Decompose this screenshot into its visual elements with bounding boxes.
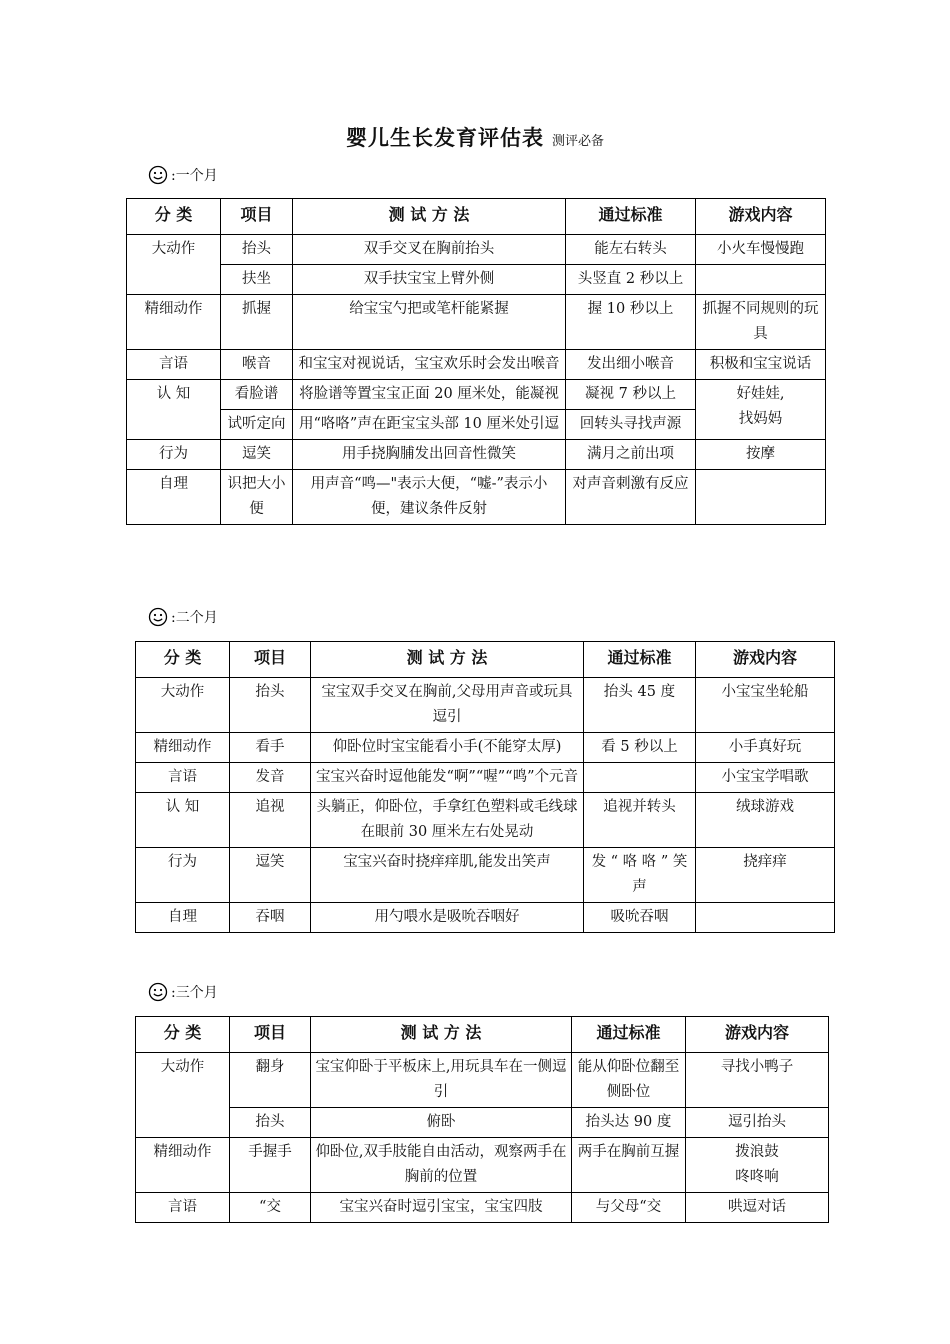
game-cell: 抓握不同规则的玩具 bbox=[696, 295, 826, 350]
standard-cell: 两手在胸前互握 bbox=[572, 1138, 686, 1193]
method-cell: 仰卧位时宝宝能看小手(不能穿太厚) bbox=[311, 733, 584, 763]
table-row bbox=[136, 1053, 829, 1108]
document-subtitle: 测评必备 bbox=[551, 134, 604, 149]
standard-cell: 抬头 45 度 bbox=[584, 678, 696, 733]
document-header bbox=[0, 122, 950, 152]
standard-cell: 能从仰卧位翻至侧卧位 bbox=[572, 1053, 686, 1108]
game-cell: 积极和宝宝说话 bbox=[696, 350, 826, 380]
column-header: 游戏内容 bbox=[686, 1017, 829, 1053]
standard-cell: 头竖直 2 秒以上 bbox=[566, 265, 696, 295]
standard-cell: 发出细小喉音 bbox=[566, 350, 696, 380]
game-cell: 好娃娃, 找妈妈 bbox=[696, 380, 826, 440]
item-cell: 抬头 bbox=[230, 678, 311, 733]
method-cell: 头躺正，仰卧位，手拿红色塑料或毛线球在眼前 30 厘米左右处晃动 bbox=[311, 793, 584, 848]
column-header: 测 试 方 法 bbox=[311, 1017, 572, 1053]
method-cell: 用“咯咯”声在距宝宝头部 10 厘米处引逗 bbox=[293, 410, 566, 440]
table-row bbox=[136, 1108, 829, 1138]
item-cell: 逗笑 bbox=[221, 440, 293, 470]
smiley-icon bbox=[148, 982, 168, 1002]
method-cell: 给宝宝勺把或笔杆能紧握 bbox=[293, 295, 566, 350]
item-cell: 识把大小便 bbox=[221, 470, 293, 525]
table-header-row bbox=[136, 642, 835, 678]
item-cell: 手握手 bbox=[230, 1138, 311, 1193]
standard-cell: 抬头达 90 度 bbox=[572, 1108, 686, 1138]
smiley-icon bbox=[148, 165, 168, 185]
standard-cell bbox=[584, 763, 696, 793]
item-cell: 看手 bbox=[230, 733, 311, 763]
category-cell: 言语 bbox=[136, 1193, 230, 1223]
category-cell: 认 知 bbox=[136, 793, 230, 848]
table-row bbox=[136, 793, 835, 848]
column-header: 通过标准 bbox=[566, 199, 696, 235]
column-header: 项目 bbox=[230, 642, 311, 678]
table-row bbox=[127, 440, 826, 470]
game-cell: 小手真好玩 bbox=[696, 733, 835, 763]
item-cell: 发音 bbox=[230, 763, 311, 793]
smiley-icon bbox=[148, 607, 168, 627]
item-cell: 扶坐 bbox=[221, 265, 293, 295]
item-cell: 追视 bbox=[230, 793, 311, 848]
table-row bbox=[136, 678, 835, 733]
game-cell bbox=[696, 903, 835, 933]
table-header-row bbox=[127, 199, 826, 235]
category-cell: 自理 bbox=[136, 903, 230, 933]
standard-cell: 对声音刺激有反应 bbox=[566, 470, 696, 525]
column-header: 测 试 方 法 bbox=[311, 642, 584, 678]
game-cell: 小宝宝学唱歌 bbox=[696, 763, 835, 793]
standard-cell: 发 “ 咯 咯 ” 笑声 bbox=[584, 848, 696, 903]
method-cell: 俯卧 bbox=[311, 1108, 572, 1138]
column-header: 游戏内容 bbox=[696, 642, 835, 678]
column-header: 通过标准 bbox=[572, 1017, 686, 1053]
column-header: 项目 bbox=[221, 199, 293, 235]
column-header: 分 类 bbox=[136, 1017, 230, 1053]
assessment-table-month-1 bbox=[126, 198, 826, 525]
item-cell: 抬头 bbox=[221, 235, 293, 265]
item-cell: 翻身 bbox=[230, 1053, 311, 1108]
standard-cell: 看 5 秒以上 bbox=[584, 733, 696, 763]
method-cell: 宝宝兴奋时挠痒痒肌,能发出笑声 bbox=[311, 848, 584, 903]
game-cell: 小火车慢慢跑 bbox=[696, 235, 826, 265]
game-cell bbox=[696, 470, 826, 525]
table-row bbox=[136, 733, 835, 763]
table-row bbox=[136, 1138, 829, 1193]
category-cell: 精细动作 bbox=[136, 1138, 230, 1193]
standard-cell: 吸吮吞咽 bbox=[584, 903, 696, 933]
category-cell: 大动作 bbox=[127, 235, 221, 295]
method-cell: 和宝宝对视说话，宝宝欢乐时会发出喉音 bbox=[293, 350, 566, 380]
standard-cell: 满月之前出项 bbox=[566, 440, 696, 470]
method-cell: 仰卧位,双手肢能自由活动，观察两手在胸前的位置 bbox=[311, 1138, 572, 1193]
standard-cell: 与父母“交 bbox=[572, 1193, 686, 1223]
section-heading-month-2 bbox=[148, 607, 218, 627]
method-cell: 宝宝兴奋时逗引宝宝，宝宝四肢 bbox=[311, 1193, 572, 1223]
method-cell: 宝宝兴奋时逗他能发“啊”“喔”“鸣”个元音 bbox=[311, 763, 584, 793]
category-cell: 精细动作 bbox=[136, 733, 230, 763]
table-row bbox=[136, 848, 835, 903]
assessment-table-month-2 bbox=[135, 641, 835, 933]
category-cell: 行为 bbox=[136, 848, 230, 903]
game-cell: 拨浪鼓 咚咚响 bbox=[686, 1138, 829, 1193]
method-cell: 将脸谱等置宝宝正面 20 厘米处，能凝视 bbox=[293, 380, 566, 410]
table-row bbox=[136, 763, 835, 793]
item-cell: 吞咽 bbox=[230, 903, 311, 933]
method-cell: 用勺喂水是吸吮吞咽好 bbox=[311, 903, 584, 933]
document-title: 婴儿生长发育评估表 bbox=[345, 125, 544, 150]
column-header: 分 类 bbox=[127, 199, 221, 235]
game-cell: 按摩 bbox=[696, 440, 826, 470]
month-label: :三个月 bbox=[171, 985, 218, 1001]
method-cell: 用声音“鸣—"表示大便，“嘘-”表示小便，建议条件反射 bbox=[293, 470, 566, 525]
column-header: 项目 bbox=[230, 1017, 311, 1053]
method-cell: 双手扶宝宝上臂外侧 bbox=[293, 265, 566, 295]
category-cell: 精细动作 bbox=[127, 295, 221, 350]
game-cell: 逗引抬头 bbox=[686, 1108, 829, 1138]
category-cell: 言语 bbox=[127, 350, 221, 380]
category-cell: 大动作 bbox=[136, 1053, 230, 1138]
table-row bbox=[127, 235, 826, 265]
game-cell: 寻找小鸭子 bbox=[686, 1053, 829, 1108]
standard-cell: 凝视 7 秒以上 bbox=[566, 380, 696, 410]
table-row bbox=[127, 295, 826, 350]
item-cell: 抓握 bbox=[221, 295, 293, 350]
standard-cell: 追视并转头 bbox=[584, 793, 696, 848]
category-cell: 言语 bbox=[136, 763, 230, 793]
item-cell: “交 bbox=[230, 1193, 311, 1223]
category-cell: 大动作 bbox=[136, 678, 230, 733]
table-row bbox=[136, 903, 835, 933]
item-cell: 喉音 bbox=[221, 350, 293, 380]
table-header-row bbox=[136, 1017, 829, 1053]
game-cell: 绒球游戏 bbox=[696, 793, 835, 848]
table-row bbox=[127, 470, 826, 525]
table-row bbox=[127, 380, 826, 410]
section-heading-month-1 bbox=[148, 165, 218, 185]
method-cell: 双手交叉在胸前抬头 bbox=[293, 235, 566, 265]
standard-cell: 回转头寻找声源 bbox=[566, 410, 696, 440]
column-header: 游戏内容 bbox=[696, 199, 826, 235]
month-label: :二个月 bbox=[171, 610, 218, 626]
method-cell: 宝宝双手交叉在胸前,父母用声音或玩具逗引 bbox=[311, 678, 584, 733]
column-header: 分 类 bbox=[136, 642, 230, 678]
item-cell: 抬头 bbox=[230, 1108, 311, 1138]
table-row bbox=[127, 265, 826, 295]
category-cell: 认 知 bbox=[127, 380, 221, 440]
assessment-table-month-3 bbox=[135, 1016, 829, 1223]
table-row bbox=[136, 1193, 829, 1223]
column-header: 测 试 方 法 bbox=[293, 199, 566, 235]
section-heading-month-3 bbox=[148, 982, 218, 1002]
method-cell: 宝宝仰卧于平板床上,用玩具车在一侧逗引 bbox=[311, 1053, 572, 1108]
category-cell: 自理 bbox=[127, 470, 221, 525]
game-cell: 哄逗对话 bbox=[686, 1193, 829, 1223]
column-header: 通过标准 bbox=[584, 642, 696, 678]
month-label: :一个月 bbox=[171, 168, 218, 184]
standard-cell: 握 10 秒以上 bbox=[566, 295, 696, 350]
item-cell: 看脸谱 bbox=[221, 380, 293, 410]
game-cell: 挠痒痒 bbox=[696, 848, 835, 903]
method-cell: 用手挠胸脯发出回音性微笑 bbox=[293, 440, 566, 470]
game-cell bbox=[696, 265, 826, 295]
item-cell: 试听定向 bbox=[221, 410, 293, 440]
table-row bbox=[127, 350, 826, 380]
item-cell: 逗笑 bbox=[230, 848, 311, 903]
game-cell: 小宝宝坐轮船 bbox=[696, 678, 835, 733]
category-cell: 行为 bbox=[127, 440, 221, 470]
standard-cell: 能左右转头 bbox=[566, 235, 696, 265]
